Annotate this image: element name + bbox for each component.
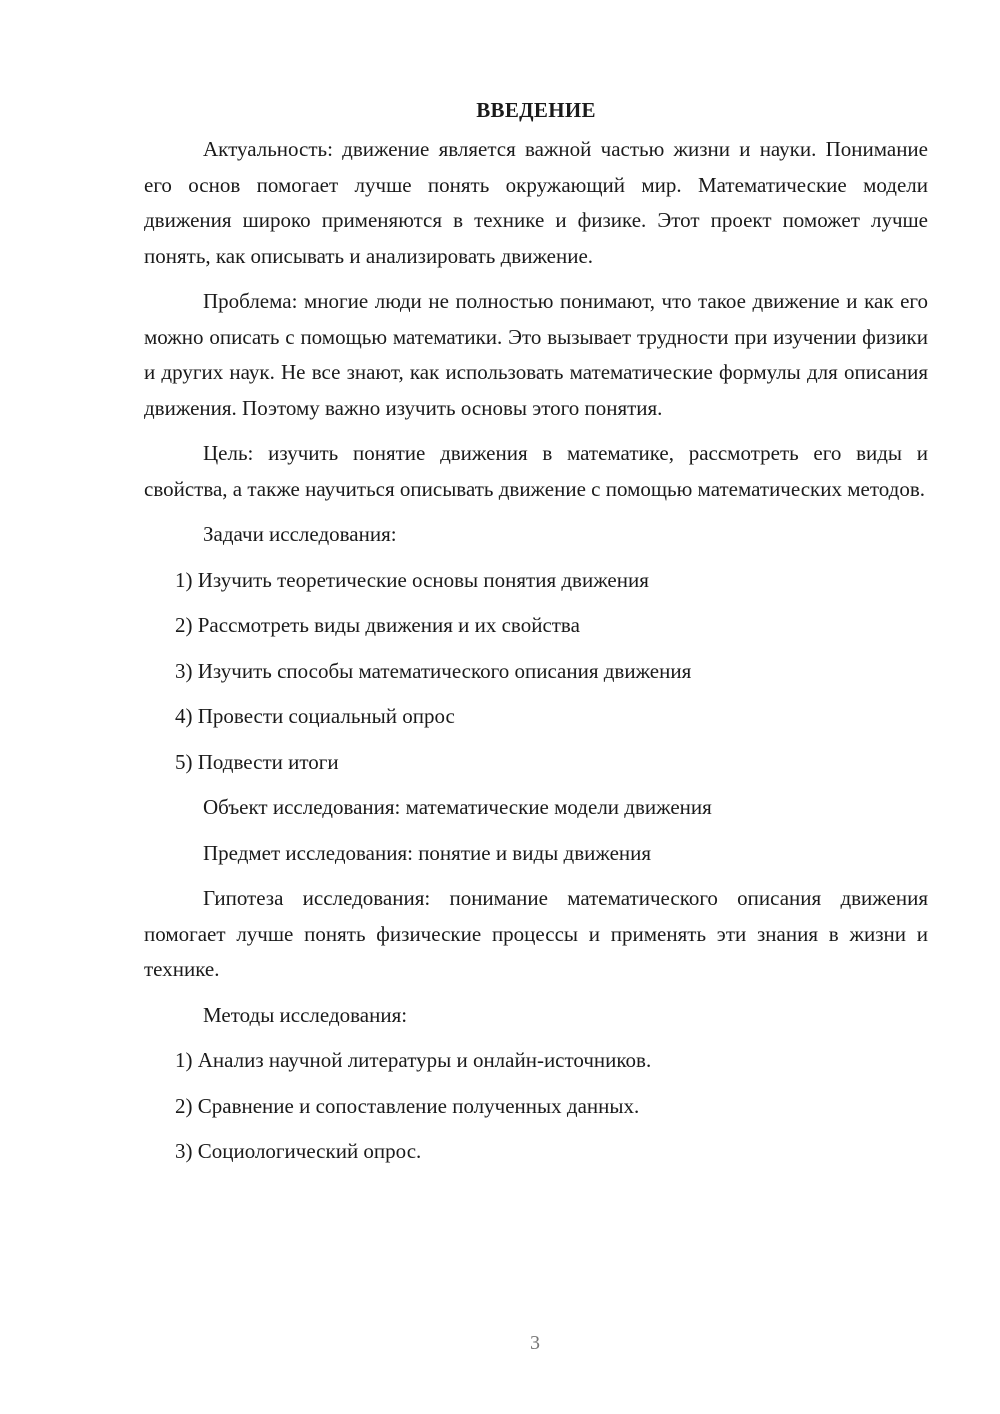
method-item: 3) Социологический опрос. [175,1139,422,1163]
method-item: 1) Анализ научной литературы и онлайн-источников. [175,1048,652,1072]
task-item: 1) Изучить теоретические основы понятия движения [175,567,649,592]
tasks-list [144,563,928,781]
tasks-heading: Задачи исследования: [203,522,397,546]
task-item: 5) Подвести итоги [175,749,339,774]
method-item: 2) Сравнение и сопоставление полученных данных. [175,1093,640,1118]
hypothesis-paragraph: Гипотеза исследования: понимание математического описания движения помогает лучше понять физические процессы и применять эти знания в жизни и технике. [144,886,928,981]
object-paragraph: Объект исследования: математические модели движения [203,795,712,819]
methods-heading: Методы исследования: [203,1002,408,1027]
page-number: 3 [530,1332,540,1354]
task-item: 3) Изучить способы математического описания движения [175,658,692,683]
problem-paragraph: Проблема: многие люди не полностью понимают, что такое движение и как его можно описать с помощью математики. Это вызывает трудности при изучении физики и других наук. Не все знают, как использовать математические формулы для описания движения. Поэтому важно изучить основы этого понятия. [144,289,928,420]
methods-list [144,1043,928,1170]
task-item: 4) Провести социальный опрос [175,704,455,728]
task-item: 2) Рассмотреть виды движения и их свойства [175,613,580,637]
relevance-paragraph: Актуальность: движение является важной частью жизни и науки. Понимание его основ помогает лучше понять окружающий мир. Математические модели движения широко применяются в технике и физике. Этот проект поможет лучше понять, как описывать и анализировать движение. [144,137,928,268]
goal-paragraph: Цель: изучить понятие движения в математике, рассмотреть его виды и свойства, а также научиться описывать движение с помощью математических методов. [144,441,928,501]
document-page [144,92,928,1180]
section-title: ВВЕДЕНИЕ [476,98,596,122]
subject-paragraph: Предмет исследования: понятие и виды движения [203,840,652,865]
